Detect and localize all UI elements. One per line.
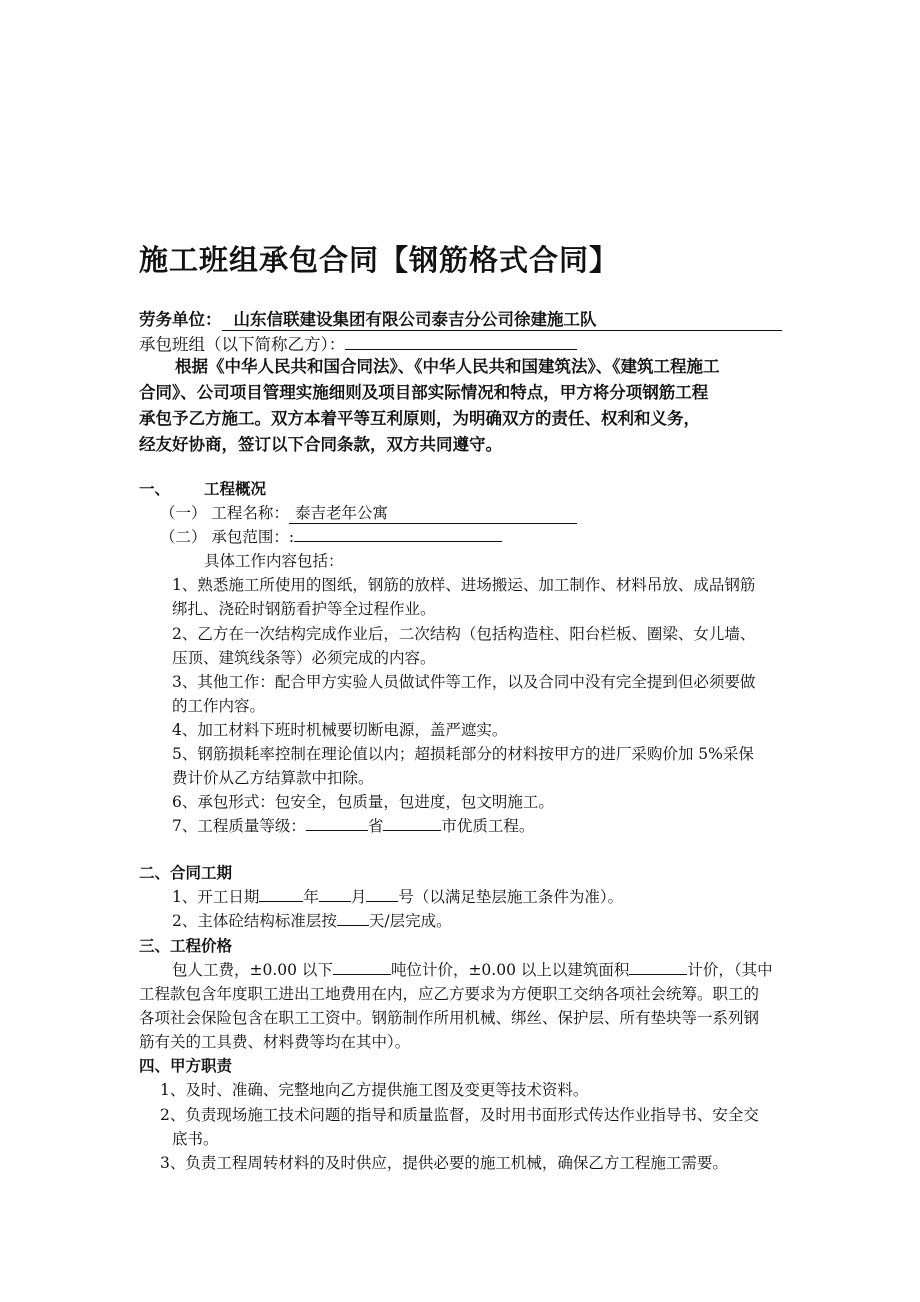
province-label: 省 bbox=[367, 817, 384, 835]
section3-title: 三、工程价格 bbox=[139, 936, 233, 955]
section3-line-3: 各项社会保险包含在职工工资中。钢筋制作所用机械、绑丝、保护层、所有垫块等一系列钢 bbox=[139, 1009, 760, 1027]
scope-intro: 具体工作内容包括： bbox=[204, 552, 344, 570]
section2-line-1 bbox=[172, 885, 623, 907]
scope-item-3-line-1: 3、其他工作：配合甲方实验人员做试件等工作，以及合同中没有完全提到但必须要做 bbox=[172, 673, 756, 691]
section1-item1 bbox=[160, 501, 577, 524]
section1-title: 工程概况 bbox=[204, 479, 267, 498]
month-label: 月 bbox=[350, 888, 367, 906]
party-b-label: 承包班组（以下简称乙方）： bbox=[139, 335, 346, 354]
section1-number: 一、 bbox=[139, 479, 171, 498]
party-a-label: 劳务单位： bbox=[139, 310, 222, 329]
scope-item-1-line-2: 绑扎、浇砼时钢筋看护等全过程作业。 bbox=[172, 600, 436, 618]
section3-line-1 bbox=[172, 958, 773, 980]
day-blank bbox=[366, 887, 398, 902]
day-label: 号（以满足垫层施工条件为准）。 bbox=[398, 888, 624, 906]
price-label-b: 吨位计价，±0.00 以上以建筑面积 bbox=[390, 961, 630, 979]
scope-item-1-line-1: 1、熟悉施工所使用的图纸，钢筋的放样、进场搬运、加工制作、材料吊放、成品钢筋 bbox=[172, 576, 756, 594]
tonnage-blank bbox=[333, 960, 391, 975]
party-b-blank bbox=[345, 335, 577, 350]
party-a-line bbox=[139, 306, 782, 331]
intro-line-3: 承包予乙方施工。双方本着平等互利原则，为明确双方的责任、权利和义务， bbox=[139, 409, 700, 428]
section2-title: 二、合同工期 bbox=[139, 863, 233, 882]
quality-grade-label: 7、工程质量等级： bbox=[172, 817, 306, 835]
scope-item-7 bbox=[172, 814, 534, 836]
document-title: 施工班组承包合同【钢筋格式合同】 bbox=[139, 243, 620, 277]
month-blank bbox=[319, 887, 351, 902]
duty-item-1: 1、及时、准确、完整地向乙方提供施工图及变更等技术资料。 bbox=[160, 1081, 589, 1099]
year-blank bbox=[259, 887, 303, 902]
project-name-value: 泰吉老年公寓 bbox=[289, 505, 577, 524]
quality-grade-suffix: 市优质工程。 bbox=[441, 817, 535, 835]
section2-line-2 bbox=[172, 909, 452, 931]
duty-item-2-line-1: 2、负责现场施工技术问题的指导和质量监督，及时用书面形式传达作业指导书、安全交 bbox=[160, 1106, 759, 1124]
price-label-c: 计价，（其中 bbox=[687, 961, 773, 979]
scope-item-3-line-2: 的工作内容。 bbox=[172, 697, 266, 715]
party-b-line bbox=[139, 331, 577, 355]
project-name-label: （一） 工程名称： bbox=[160, 504, 289, 522]
days-blank bbox=[337, 911, 369, 926]
intro-line-1: 根据《中华人民共和国合同法》、《中华人民共和国建筑法》、《建筑工程施工 bbox=[175, 357, 720, 376]
province-blank bbox=[306, 816, 368, 831]
scope-item-6: 6、承包形式：包安全，包质量，包进度，包文明施工。 bbox=[172, 793, 554, 811]
scope-item-2-line-1: 2、乙方在一次结构完成作业后，二次结构（包括构造柱、阳台栏板、圈梁、女儿墙、 bbox=[172, 625, 756, 643]
scope-label: （二） 承包范围：: bbox=[160, 528, 295, 546]
section4-title: 四、甲方职责 bbox=[139, 1056, 233, 1075]
duty-item-3: 3、负责工程周转材料的及时供应，提供必要的施工机械，确保乙方工程施工需要。 bbox=[160, 1154, 728, 1172]
area-blank bbox=[629, 960, 687, 975]
scope-item-5-line-2: 费计价从乙方结算款中扣除。 bbox=[172, 769, 374, 787]
section1-item2 bbox=[160, 525, 502, 547]
floor-rate-suffix: 天/层完成。 bbox=[368, 912, 452, 930]
city-blank bbox=[383, 816, 441, 831]
scope-item-4: 4、加工材料下班时机械要切断电源，盖严遮实。 bbox=[172, 721, 508, 739]
intro-line-4: 经友好协商，签订以下合同条款，双方共同遵守。 bbox=[139, 435, 502, 454]
floor-rate-label: 2、主体砼结构标准层按 bbox=[172, 912, 337, 930]
year-label: 年 bbox=[303, 888, 319, 906]
party-a-value: 山东信联建设集团有限公司泰吉分公司徐建施工队 bbox=[222, 311, 782, 331]
scope-blank bbox=[294, 527, 502, 542]
intro-line-2: 合同》、公司项目管理实施细则及项目部实际情况和特点，甲方将分项钢筋工程 bbox=[139, 383, 709, 402]
start-date-label: 1、开工日期 bbox=[172, 888, 260, 906]
scope-item-5-line-1: 5、钢筋损耗率控制在理论值以内；超损耗部分的材料按甲方的进厂采购价加 5%采保 bbox=[172, 745, 754, 763]
scope-item-2-line-2: 压顶、建筑线条等）必须完成的内容。 bbox=[172, 649, 436, 667]
price-label-a: 包人工费，±0.00 以下 bbox=[172, 961, 333, 979]
section3-line-2: 工程款包含年度职工进出工地费用在内，应乙方要求为方便职工交纳各项社会统筹。职工的 bbox=[139, 985, 760, 1003]
section3-line-4: 筋有关的工具费、材料费等均在其中）。 bbox=[139, 1033, 411, 1051]
duty-item-2-line-2: 底书。 bbox=[172, 1130, 219, 1148]
